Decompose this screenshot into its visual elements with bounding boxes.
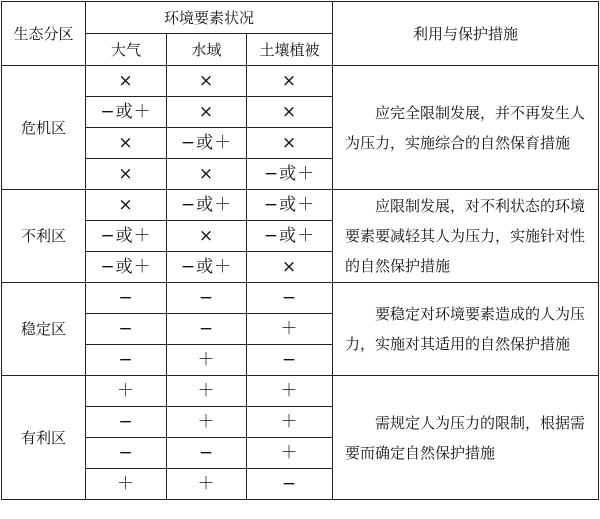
table-cell: −或＋: [167, 252, 247, 283]
table-cell: ＋: [86, 469, 167, 500]
table-cell: ＋: [167, 345, 247, 376]
table-cell: −或＋: [167, 128, 247, 159]
zone-label: 有利区: [2, 376, 86, 500]
table-cell: ×: [247, 252, 333, 283]
table-cell: ＋: [167, 376, 247, 407]
table-row: [2, 190, 599, 221]
header-water: 水域: [167, 34, 247, 66]
ecological-zone-table: [1, 1, 599, 500]
measure-text: 应限制发展，对不利状态的环境要素要减轻其人为压力，实施针对性的自然保护措施: [333, 190, 599, 283]
measure-text: 应完全限制发展，并不再发生人为压力，实施综合的自然保育措施: [333, 66, 599, 190]
table-cell: ×: [86, 159, 167, 190]
measure-text: 需规定人为压力的限制，根据需要而确定自然保护措施: [333, 376, 599, 500]
table-cell: −: [247, 283, 333, 314]
table-row: [2, 66, 599, 97]
table-cell: −或＋: [247, 190, 333, 221]
table-cell: ＋: [167, 407, 247, 438]
table-cell: −: [86, 438, 167, 469]
zone-label: 不利区: [2, 190, 86, 283]
table-cell: −或＋: [247, 159, 333, 190]
table-cell: −或＋: [247, 221, 333, 252]
table-cell: −: [167, 438, 247, 469]
table-cell: ＋: [167, 469, 247, 500]
table-cell: ×: [86, 66, 167, 97]
table-cell: −: [167, 283, 247, 314]
table-cell: ×: [86, 128, 167, 159]
table-cell: −: [86, 407, 167, 438]
table-cell: ＋: [247, 438, 333, 469]
table-row: [2, 283, 599, 314]
table-cell: −: [86, 345, 167, 376]
table-cell: ×: [167, 159, 247, 190]
zone-label: 稳定区: [2, 283, 86, 376]
table-cell: −: [167, 314, 247, 345]
table-cell: ×: [247, 97, 333, 128]
header-env-group: 环境要素状况: [86, 2, 333, 34]
zone-label: 危机区: [2, 66, 86, 190]
table-cell: −: [86, 283, 167, 314]
table-row: [2, 376, 599, 407]
table-cell: ＋: [247, 407, 333, 438]
table-cell: ×: [167, 97, 247, 128]
table-cell: ＋: [247, 376, 333, 407]
table-cell: ×: [167, 221, 247, 252]
table-cell: ＋: [86, 376, 167, 407]
header-zone: 生态分区: [2, 2, 86, 66]
header-soil-vegetation: 土壤植被: [247, 34, 333, 66]
table-cell: −或＋: [86, 97, 167, 128]
table-cell: −: [247, 469, 333, 500]
table-cell: −或＋: [86, 252, 167, 283]
header-measure: 利用与保护措施: [333, 2, 599, 66]
table-cell: ＋: [247, 314, 333, 345]
table-cell: ×: [247, 66, 333, 97]
table-cell: −或＋: [167, 190, 247, 221]
header-atmosphere: 大气: [86, 34, 167, 66]
table-cell: −或＋: [86, 221, 167, 252]
table-cell: ×: [86, 190, 167, 221]
table-cell: −: [247, 345, 333, 376]
measure-text: 要稳定对环境要素造成的人为压力，实施对其适用的自然保护措施: [333, 283, 599, 376]
table-cell: ×: [247, 128, 333, 159]
table-cell: ×: [167, 66, 247, 97]
table-cell: −: [86, 314, 167, 345]
